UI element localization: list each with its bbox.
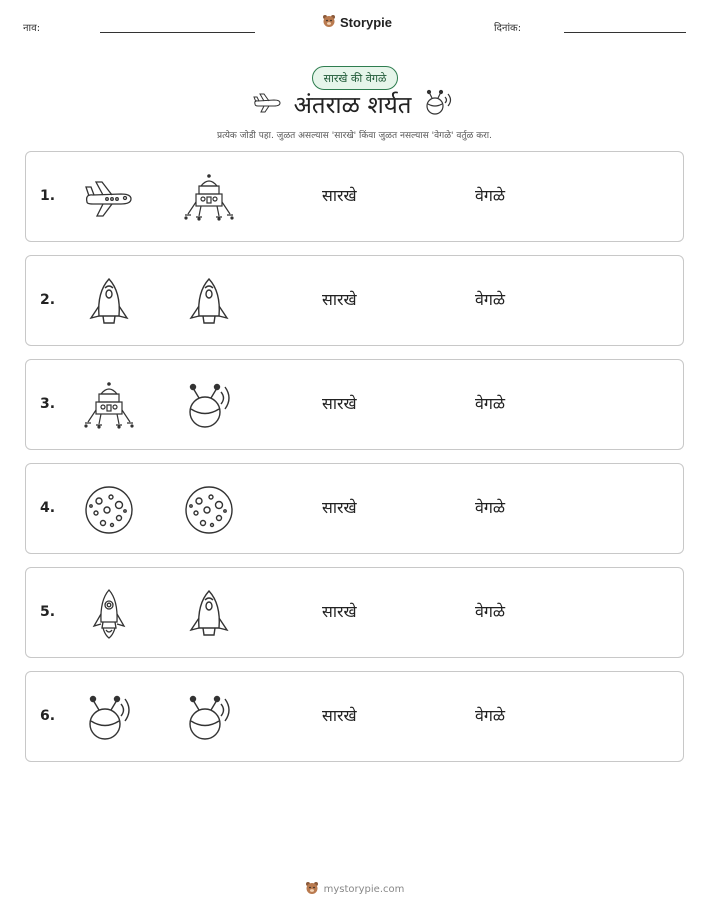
- question-number: 1.: [40, 188, 56, 204]
- option-different[interactable]: वेगळे: [475, 602, 506, 621]
- option-same[interactable]: सारखे: [322, 706, 357, 725]
- brand-name: Storypie: [340, 15, 393, 30]
- option-same[interactable]: सारखे: [322, 186, 357, 205]
- bear-icon: [322, 13, 336, 32]
- lunar-lander-icon: [81, 380, 137, 432]
- option-same[interactable]: सारखे: [322, 394, 357, 413]
- question-number: 5.: [40, 604, 56, 620]
- option-same[interactable]: सारखे: [322, 602, 357, 621]
- question-number: 2.: [40, 292, 56, 308]
- footer: [0, 880, 709, 899]
- date-label: दिनांक:: [494, 23, 522, 34]
- launching-rocket-icon: [81, 588, 137, 640]
- moon-icon: [81, 484, 137, 536]
- lunar-lander-icon: [181, 172, 237, 224]
- option-different[interactable]: वेगळे: [475, 394, 506, 413]
- option-different[interactable]: वेगळे: [475, 706, 506, 725]
- question-number: 3.: [40, 396, 56, 412]
- question-row: [25, 671, 684, 762]
- question-row: [25, 151, 684, 242]
- question-row: [25, 567, 684, 658]
- option-different[interactable]: वेगळे: [475, 186, 506, 205]
- airplane-icon: [81, 172, 137, 224]
- question-number: 6.: [40, 708, 56, 724]
- option-same[interactable]: सारखे: [322, 498, 357, 517]
- rocket-icon: [181, 588, 237, 640]
- rocket-icon: [81, 276, 137, 328]
- date-line[interactable]: [564, 32, 686, 33]
- satellite-icon: [181, 692, 237, 744]
- title-row: [0, 88, 709, 121]
- option-different[interactable]: वेगळे: [475, 498, 506, 517]
- brand-logo: [322, 13, 392, 32]
- option-different[interactable]: वेगळे: [475, 290, 506, 309]
- satellite-icon: [423, 89, 457, 121]
- category-badge: सारखे की वेगळे: [312, 66, 398, 90]
- name-label: नाव:: [23, 23, 41, 34]
- bear-icon: [305, 880, 319, 899]
- question-row: [25, 463, 684, 554]
- page-title: अंतराळ शर्यत: [293, 91, 412, 119]
- instructions: प्रत्येक जोडी पहा. जुळत असल्यास 'सारखे' किंवा जुळत नसल्यास 'वेगळे' वर्तुळ करा.: [216, 131, 492, 141]
- satellite-icon: [81, 692, 137, 744]
- option-same[interactable]: सारखे: [322, 290, 357, 309]
- question-row: [25, 359, 684, 450]
- question-row: [25, 255, 684, 346]
- footer-url: mystorypie.com: [323, 884, 405, 895]
- question-number: 4.: [40, 500, 56, 516]
- airplane-icon: [252, 92, 282, 118]
- rocket-icon: [181, 276, 237, 328]
- moon-icon: [181, 484, 237, 536]
- satellite-icon: [181, 380, 237, 432]
- name-line[interactable]: [100, 32, 255, 33]
